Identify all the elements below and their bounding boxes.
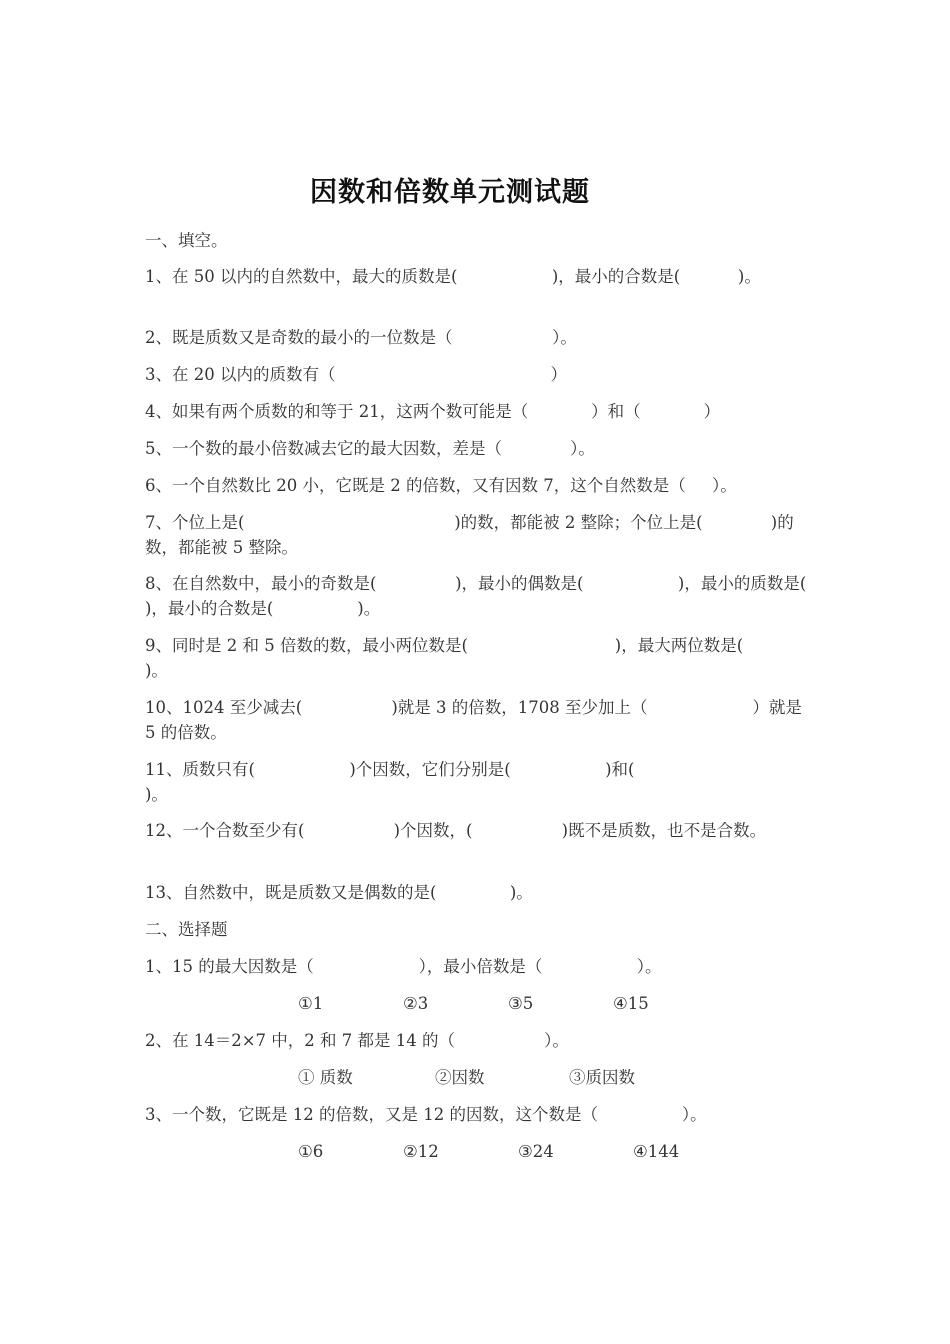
choice-question-3: 3、一个数，它既是 12 的倍数，又是 12 的因数，这个数是（ ）。	[145, 1105, 707, 1124]
question-4: 4、如果有两个质数的和等于 21，这两个数可能是（ ）和（ ）	[145, 402, 721, 421]
question-2: 2、既是质数又是奇数的最小的一位数是（ ）。	[145, 328, 577, 347]
choice-1-option[interactable]: ③5	[508, 994, 534, 1013]
question-8: 8、在自然数中，最小的奇数是( )，最小的偶数是( )，最小的质数是( )，最小的合数是( )。	[145, 574, 896, 618]
choice-3-option[interactable]: ③24	[518, 1142, 554, 1161]
choice-3-option[interactable]: ①6	[298, 1142, 324, 1161]
section-heading-choice: 二、选择题	[145, 920, 228, 939]
question-9: 9、同时是 2 和 5 倍数的数，最小两位数是( )，最大两位数是( )。	[145, 636, 807, 680]
choice-1-option[interactable]: ①1	[298, 994, 324, 1013]
question-5: 5、一个数的最小倍数减去它的最大因数，差是（ ）。	[145, 439, 595, 458]
question-3: 3、在 20 以内的质数有（ ）	[145, 365, 568, 384]
question-7: 7、个位上是( )的数，都能被 2 整除；个位上是( )的数，都能被 5 整除。	[145, 513, 794, 557]
question-12: 12、一个合数至少有( )个因数，( )既不是质数，也不是合数。	[145, 821, 767, 840]
question-13: 13、自然数中，既是质数又是偶数的是( )。	[145, 883, 533, 902]
question-10: 10、1024 至少减去( )就是 3 的倍数，1708 至少加上（ ）就是 5 的倍数。	[145, 698, 808, 742]
question-6: 6、一个自然数比 20 小，它既是 2 的倍数，又有因数 7，这个自然数是（ ）。	[145, 476, 737, 495]
choice-question-1: 1、15 的最大因数是（ ），最小倍数是（ ）。	[145, 957, 662, 976]
question-1: 1、在 50 以内的自然数中，最大的质数是( )，最小的合数是( )。	[145, 267, 761, 286]
choice-2-option[interactable]: ③质因数	[569, 1068, 635, 1087]
section-heading-fill-blank: 一、填空。	[145, 231, 228, 250]
choice-1-option[interactable]: ②3	[403, 994, 429, 1013]
choice-2-option[interactable]: ① 质数	[298, 1068, 353, 1087]
question-11: 11、质数只有( )个因数，它们分别是( )和( )。	[145, 760, 813, 804]
choice-1-option[interactable]: ④15	[613, 994, 649, 1013]
choice-2-option[interactable]: ②因数	[435, 1068, 485, 1087]
choice-3-option[interactable]: ④144	[633, 1142, 680, 1161]
choice-3-option[interactable]: ②12	[403, 1142, 439, 1161]
page-title: 因数和倍数单元测试题	[310, 177, 590, 208]
choice-question-2: 2、在 14＝2×7 中，2 和 7 都是 14 的（ ）。	[145, 1031, 569, 1050]
